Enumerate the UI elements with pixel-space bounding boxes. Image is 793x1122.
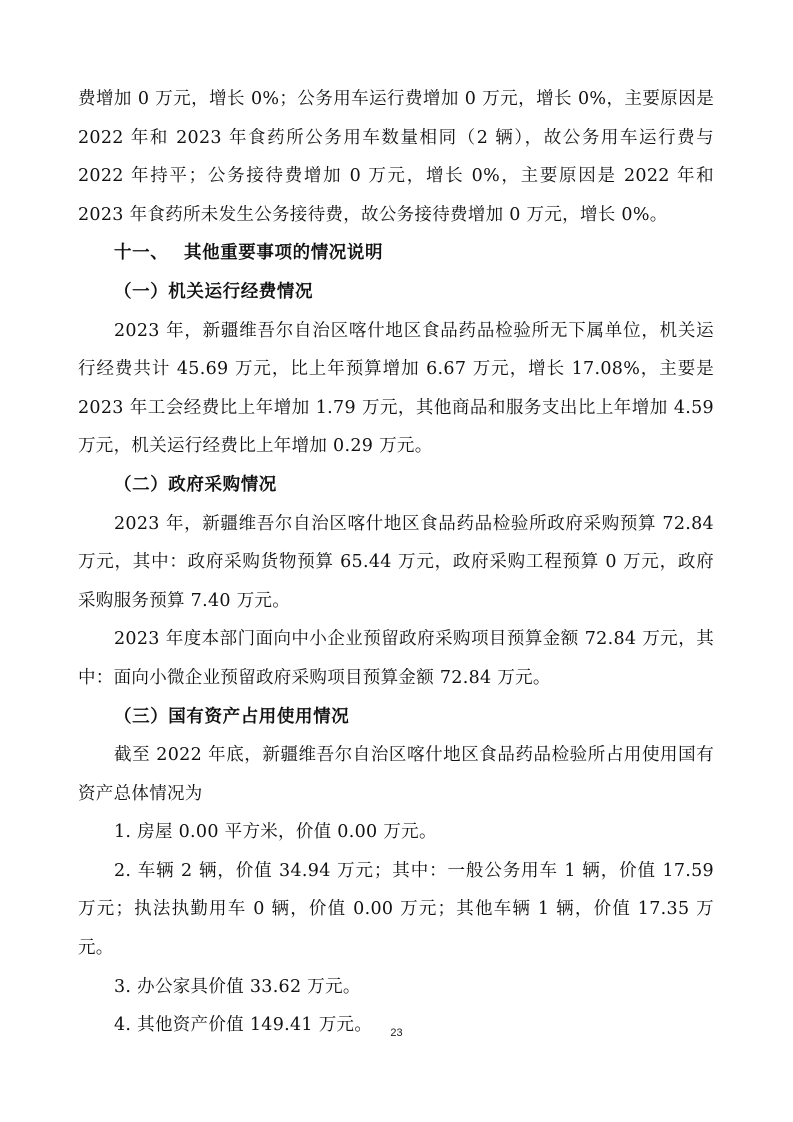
page-number: 23 xyxy=(390,1027,403,1039)
list-item-other-assets: 4. 其他资产价值 149.41 万元。 xyxy=(114,1015,373,1036)
paragraph-assets-intro: 截至 2022 年底，新疆维吾尔自治区喀什地区食品药品检验所占用使用国有资产总体情况为 xyxy=(78,745,714,804)
section-title: 其他重要事项的情况说明 xyxy=(184,243,384,264)
paragraph-official-reception-costs: 费增加 0 万元，增长 0%；公务用车运行费增加 0 万元，增长 0%，主要原因是 2022 年和 2023 年食药所公务用车数量相同（2 辆），故公务用车运行费与 2022 年持平；公务接待费增加 0 万元，增长 0%，主要原因是 2022 年和 2023 年食药所未发生公务接待费，故公务接待费增加 0 万元，增长 0%。 xyxy=(78,89,714,225)
paragraph-operating-expenses: 2023 年，新疆维吾尔自治区喀什地区食品药品检验所无下属单位，机关运行经费共计 45.69 万元，比上年预算增加 6.67 万元，增长 17.08%，主要是 2023 年工会经费比上年增加 1.79 万元，其他商品和服务支出比上年增加 4.59 万元，机关运行经费比上年增加 0.29 万元。 xyxy=(78,320,714,457)
document-body xyxy=(78,80,714,1045)
section-number: 十一、 xyxy=(114,243,169,264)
paragraph-sme-procurement: 2023 年度本部门面向中小企业预留政府采购项目预算金额 72.84 万元，其中：面向小微企业预留政府采购项目预算金额 72.84 万元。 xyxy=(78,629,714,688)
subheading-state-assets: （三）国有资产占用使用情况 xyxy=(114,706,350,727)
subheading-operating-expenses: （一）机关运行经费情况 xyxy=(114,281,314,302)
list-item-furniture: 3. 办公家具价值 33.62 万元。 xyxy=(114,976,361,997)
list-item-vehicles: 2. 车辆 2 辆，价值 34.94 万元；其中：一般公务用车 1 辆，价值 17.59 万元；执法执勤用车 0 辆，价值 0.00 万元；其他车辆 1 辆，价值 17.35 万元。 xyxy=(78,860,714,959)
paragraph-procurement-budget: 2023 年，新疆维吾尔自治区喀什地区食品药品检验所政府采购预算 72.84 万元，其中：政府采购货物预算 65.44 万元，政府采购工程预算 0 万元，政府采购服务预算 7.40 万元。 xyxy=(78,513,714,611)
list-item-buildings: 1. 房屋 0.00 平方米，价值 0.00 万元。 xyxy=(114,822,437,843)
section-heading-other-matters xyxy=(78,234,714,273)
subheading-government-procurement: （二）政府采购情况 xyxy=(114,474,277,495)
